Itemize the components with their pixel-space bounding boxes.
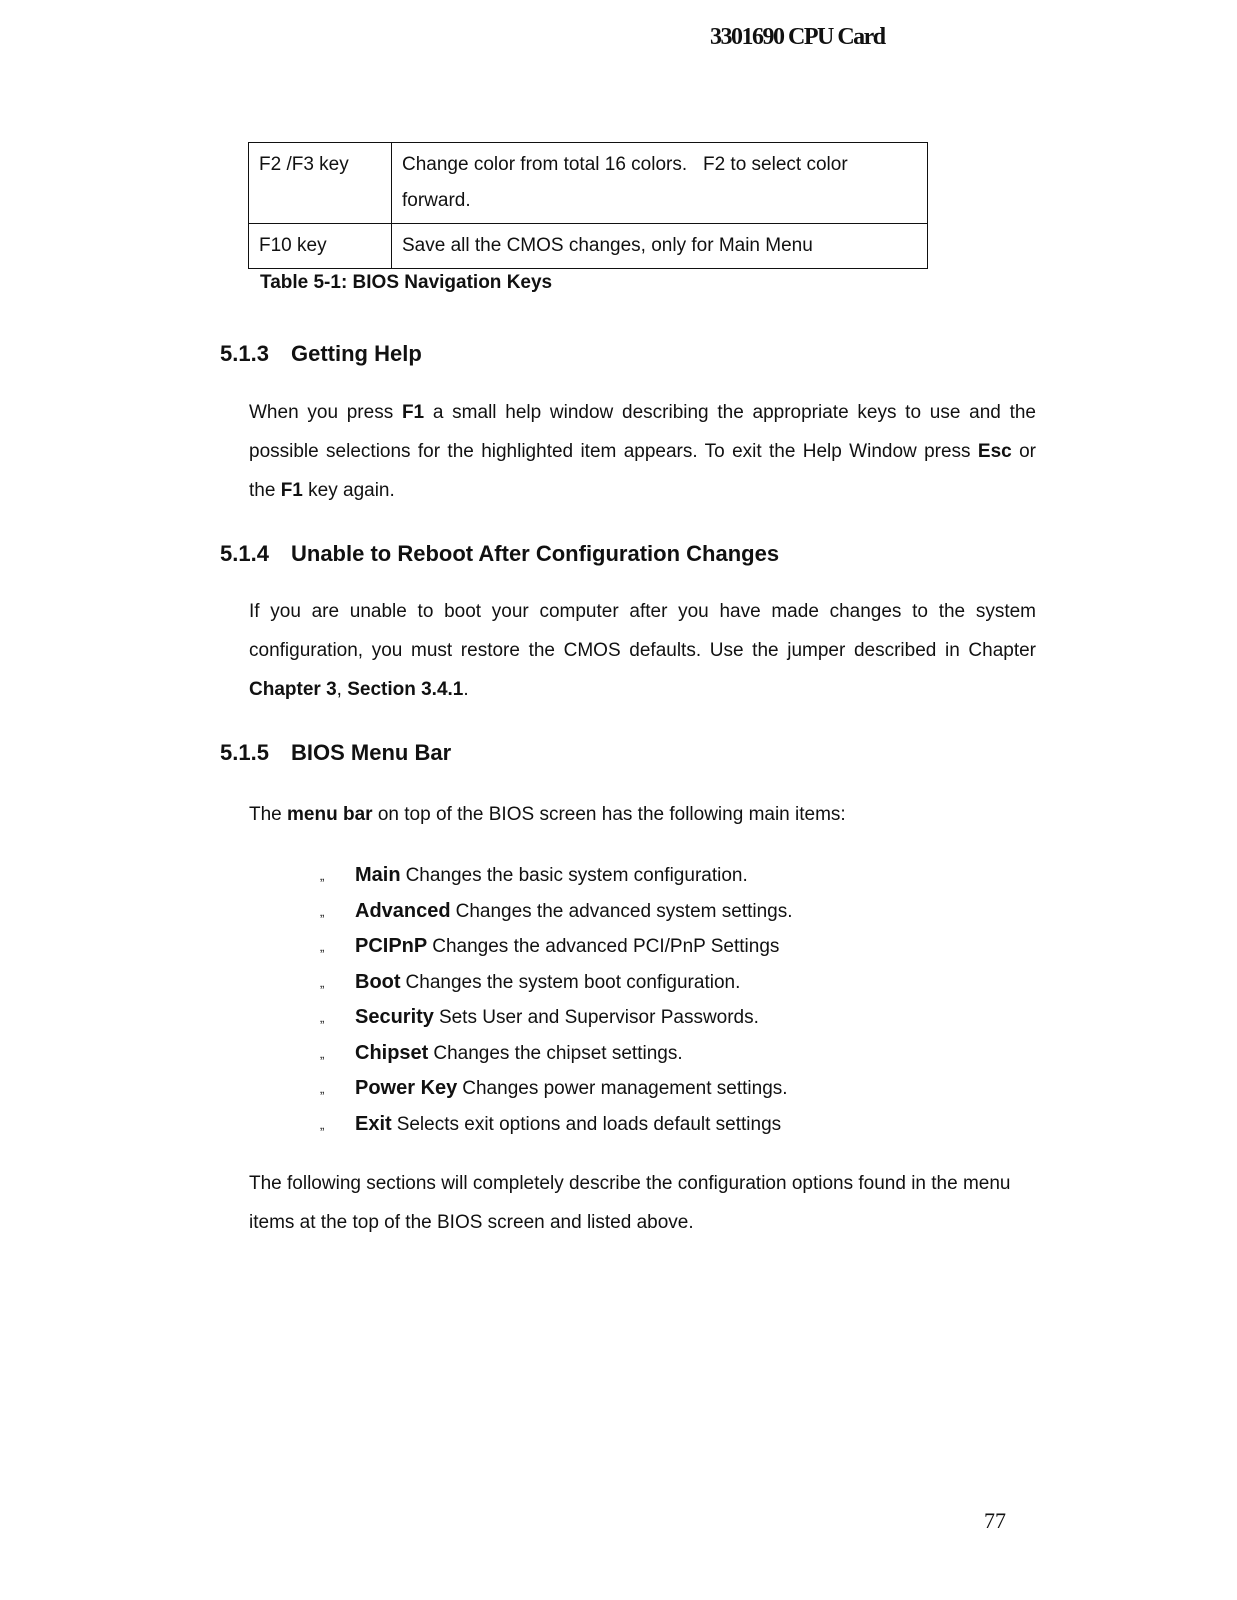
menu-item-description: Changes the system boot configuration. xyxy=(405,971,741,993)
section-reference: Section 3.4.1 xyxy=(347,679,464,700)
text-run: , xyxy=(336,679,348,700)
section-heading-bios-menu-bar xyxy=(220,740,451,766)
list-item xyxy=(320,965,793,1001)
bullet-icon: „ xyxy=(320,1116,325,1132)
table-cell-description: Change color from total 16 colors. F2 to select color forward. xyxy=(392,143,928,224)
bullet-icon: „ xyxy=(320,1045,325,1061)
table-cell-description: Save all the CMOS changes, only for Main Menu xyxy=(392,224,928,269)
chapter-reference: Chapter 3 xyxy=(249,679,337,700)
section-number: 5.1.3 xyxy=(220,341,269,366)
text-run: . xyxy=(463,679,469,700)
list-item xyxy=(320,1000,793,1036)
menu-item-description: Changes the chipset settings. xyxy=(433,1042,683,1064)
menu-item-name: Main xyxy=(355,864,401,886)
list-item xyxy=(320,858,793,894)
text-run: If you are unable to boot your computer after you have made changes to the system configuration, you must restore the CMOS defaults. Use the jumper described in Chapter xyxy=(249,601,1036,661)
section-heading-getting-help xyxy=(220,341,422,367)
menu-item-description: Selects exit options and loads default settings xyxy=(396,1113,782,1135)
table-row xyxy=(249,224,928,269)
menu-item-name: Advanced xyxy=(355,899,451,922)
section-number: 5.1.4 xyxy=(220,541,269,566)
bullet-icon: „ xyxy=(320,1081,325,1096)
table-row xyxy=(249,143,928,224)
unable-to-reboot-paragraph xyxy=(249,592,1036,709)
key-name: Esc xyxy=(977,441,1012,462)
menu-bar-intro xyxy=(249,795,1036,834)
list-item xyxy=(320,1036,793,1072)
list-item xyxy=(320,894,793,930)
list-item xyxy=(320,1071,793,1107)
menu-items-list xyxy=(320,858,793,1142)
menu-item-name: PCIPnP xyxy=(355,935,428,957)
table-cell-key: F2 /F3 key xyxy=(249,143,392,224)
section-heading-unable-to-reboot xyxy=(220,541,779,567)
text-run: or the xyxy=(249,441,1036,501)
list-item xyxy=(320,929,793,965)
text-run: key again. xyxy=(302,480,395,501)
section-title: BIOS Menu Bar xyxy=(291,740,452,765)
table-cell-key: F10 key xyxy=(249,224,392,269)
getting-help-paragraph xyxy=(249,393,1036,510)
menu-item-name: Boot xyxy=(355,970,401,993)
text-run: When you press xyxy=(249,402,402,423)
text-run: The xyxy=(249,804,288,825)
menu-item-description: Changes the advanced PCI/PnP Settings xyxy=(432,936,780,957)
table-caption: Table 5-1: BIOS Navigation Keys xyxy=(260,272,553,293)
page-number: 77 xyxy=(984,1508,1006,1533)
menu-item-description: Sets User and Supervisor Passwords. xyxy=(438,1007,759,1028)
key-name: F1 xyxy=(280,480,303,501)
section-title: Getting Help xyxy=(291,341,422,366)
section-number: 5.1.5 xyxy=(220,740,269,765)
term: menu bar xyxy=(287,804,373,825)
bullet-icon: „ xyxy=(320,939,325,954)
bullet-icon: „ xyxy=(320,974,325,990)
bullet-icon: „ xyxy=(320,868,325,883)
bullet-icon: „ xyxy=(320,1010,325,1025)
text-run: a small help window describing the appropriate keys to use and the possible selections for the highlighted item appears. To exit the Help Window press xyxy=(249,402,1036,462)
section-title: Unable to Reboot After Configuration Changes xyxy=(291,541,780,566)
page-header-title: 3301690 CPU Card xyxy=(710,24,885,50)
bullet-icon: „ xyxy=(320,903,325,919)
menu-item-name: Security xyxy=(355,1006,434,1028)
list-item xyxy=(320,1107,793,1143)
menu-item-name: Chipset xyxy=(355,1041,429,1064)
menu-item-description: Changes power management settings. xyxy=(462,1078,788,1099)
key-name: F1 xyxy=(401,402,425,423)
menu-item-description: Changes the basic system configuration. xyxy=(405,865,748,886)
menu-item-name: Power Key xyxy=(355,1077,458,1099)
navigation-keys-table xyxy=(248,142,928,269)
menu-item-description: Changes the advanced system settings. xyxy=(455,900,793,922)
closing-paragraph: The following sections will completely describe the configuration options found in the menu items at the top of the BIOS screen and listed above. xyxy=(249,1173,1011,1233)
text-run: on top of the BIOS screen has the following main items: xyxy=(372,804,846,825)
menu-item-name: Exit xyxy=(355,1112,392,1135)
